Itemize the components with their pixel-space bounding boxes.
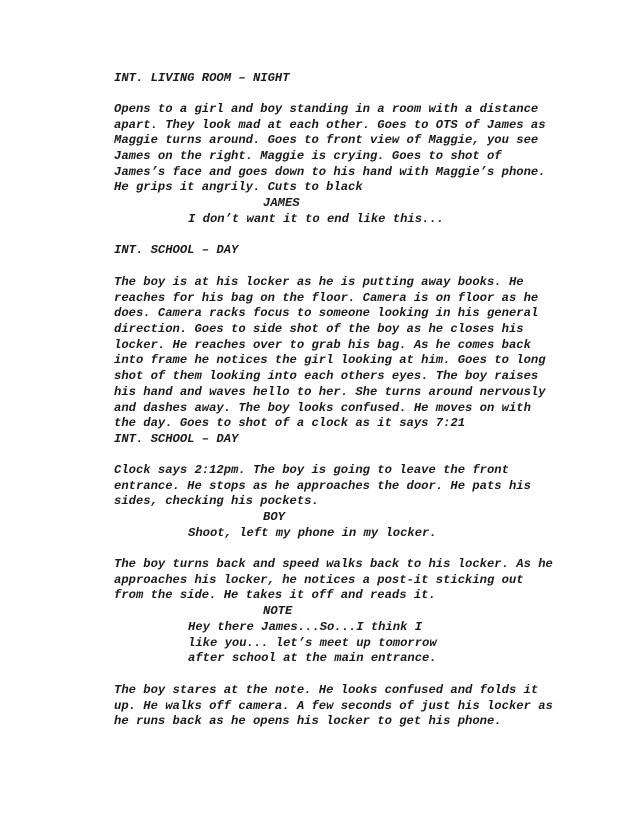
action-line: The boy stares at the note. He looks confused and folds it: [114, 683, 539, 697]
action-line: The boy turns back and speed walks back to his locker. As he: [114, 557, 553, 571]
dialogue-line: Hey there James...So...I think I: [188, 620, 423, 634]
action-line: he runs back as he opens his locker to get his phone.: [114, 714, 502, 729]
action-line: sides, checking his pockets.: [114, 494, 319, 509]
action-line: direction. Goes to side shot of the boy as he closes his: [114, 322, 524, 337]
action-line: James on the right. Maggie is crying. Goes to shot of: [114, 149, 502, 164]
action-line: apart. They look mad at each other. Goes to OTS of James as: [114, 117, 546, 132]
action-line: does. Camera racks focus to someone looking in his general: [114, 306, 539, 321]
action-line: James’s face and goes down to his hand with Maggie’s phone.: [114, 164, 546, 179]
character-name: [263, 604, 292, 620]
character-name-text: BOY: [263, 510, 285, 524]
action-block: [114, 683, 553, 730]
action-line: Maggie turns around. Goes to front view of Maggie, you see: [114, 133, 539, 148]
dialogue-block: [188, 526, 437, 542]
action-line: locker. He reaches over to grab his bag. As he comes back: [114, 337, 531, 352]
action-line: up. He walks off camera. A few seconds of just his locker as: [114, 698, 553, 713]
action-line: reaches for his bag on the floor. Camera is on floor as he: [114, 290, 539, 305]
action-line: his hand and waves hello to her. She turns around nervously: [114, 384, 546, 399]
dialogue-block: [188, 620, 437, 667]
dialogue-line: Shoot, left my phone in my locker.: [188, 526, 437, 540]
action-line: Opens to a girl and boy standing in a room with a distance: [114, 102, 539, 116]
action-line: approaches his locker, he notices a post-it sticking out: [114, 572, 524, 587]
action-line: The boy is at his locker as he is putting away books. He: [114, 275, 524, 289]
dialogue-block: [188, 212, 444, 228]
character-name: [263, 196, 300, 212]
action-line: shot of them looking into each others eyes. The boy raises: [114, 369, 539, 384]
dialogue-line: after school at the main entrance.: [188, 651, 437, 666]
action-block: [114, 102, 546, 196]
scene-heading-text: INT. SCHOOL – DAY: [114, 432, 239, 446]
dialogue-line: I don’t want it to end like this...: [188, 212, 444, 226]
action-line: entrance. He stops as he approaches the door. He pats his: [114, 478, 531, 493]
action-line: He grips it angrily. Cuts to black: [114, 180, 363, 195]
action-block: [114, 557, 553, 604]
scene-heading-text: INT. SCHOOL – DAY: [114, 243, 239, 257]
character-name: [263, 510, 285, 526]
action-block: [114, 275, 546, 432]
character-name-text: NOTE: [263, 604, 293, 618]
action-line: the day. Goes to shot of a clock as it says 7:21: [114, 416, 466, 431]
action-line: Clock says 2:12pm. The boy is going to leave the front: [114, 463, 509, 477]
scene-heading: [114, 432, 238, 448]
dialogue-line: like you... let’s meet up tomorrow: [188, 635, 437, 650]
action-line: and dashes away. The boy looks confused. He moves on with: [114, 400, 531, 415]
action-block: [114, 463, 531, 510]
action-line: into frame he notices the girl looking at him. Goes to long: [114, 353, 546, 368]
action-line: from the side. He takes it off and reads it.: [114, 588, 436, 603]
scene-heading: [114, 243, 238, 259]
scene-heading-text: INT. LIVING ROOM – NIGHT: [114, 71, 290, 85]
scene-heading: [114, 71, 290, 87]
character-name-text: JAMES: [263, 196, 300, 210]
